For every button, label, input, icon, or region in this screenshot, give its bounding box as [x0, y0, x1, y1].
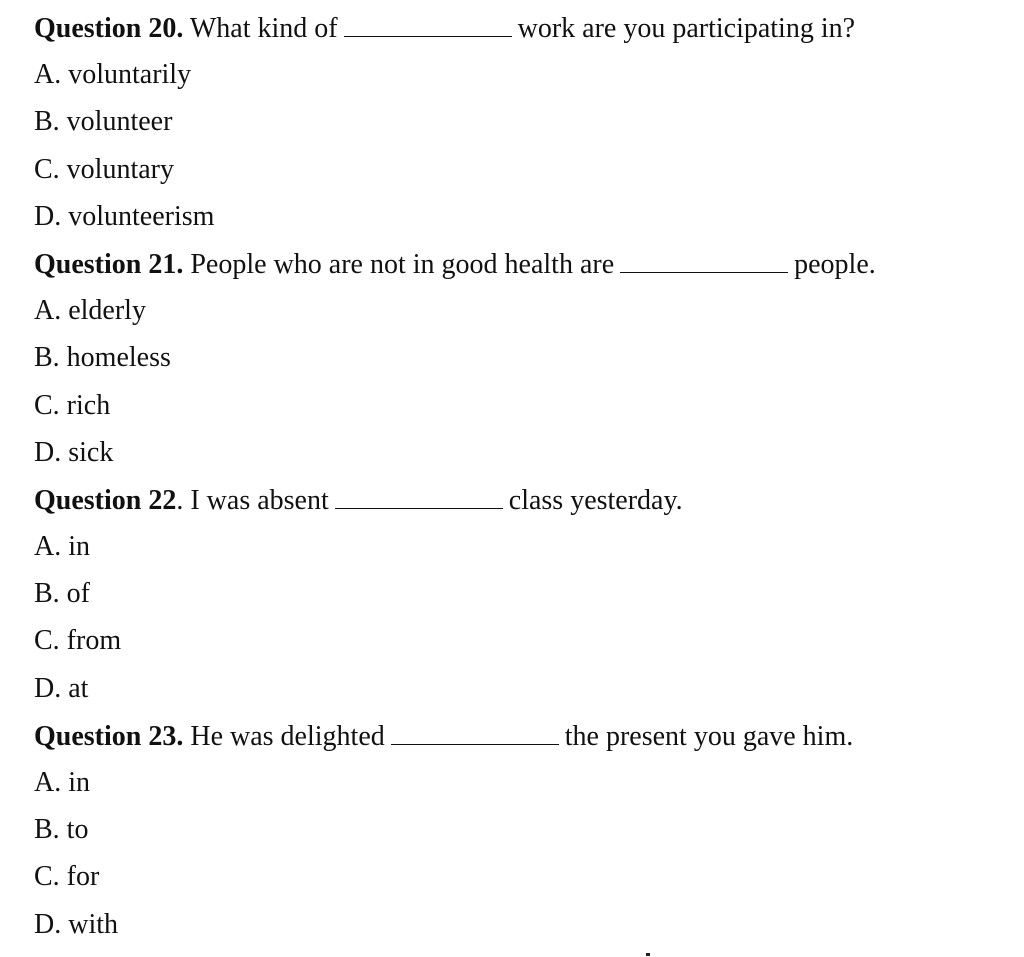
- question-23: [34, 716, 1004, 952]
- option-b: B. of: [34, 578, 90, 610]
- stem-text-before: I was absent: [190, 484, 329, 516]
- page-edge-mark: [646, 953, 650, 956]
- stem-text-before: What kind of: [189, 13, 338, 44]
- question-stem: [34, 8, 1004, 55]
- stem-text-before: People who are not in good health are: [190, 248, 615, 280]
- option-c: C. rich: [34, 389, 111, 421]
- quiz-document: [34, 8, 1004, 952]
- answer-blank: [391, 716, 559, 745]
- option-a: A. voluntarily: [34, 59, 192, 91]
- question-21: [34, 244, 1004, 480]
- stem-text-after: people.: [794, 248, 876, 280]
- question-label: Question 22: [34, 484, 177, 516]
- question-label-suffix: .: [176, 484, 184, 516]
- question-20: [34, 8, 1004, 244]
- answer-blank: [620, 244, 788, 273]
- question-22: [34, 480, 1004, 716]
- question-stem: [34, 480, 1004, 527]
- stem-text-before: He was delighted: [190, 720, 385, 752]
- option-d: D. with: [34, 908, 118, 940]
- option-c: C. from: [34, 625, 122, 657]
- question-stem: [34, 244, 1004, 291]
- stem-text-after: class yesterday.: [508, 484, 683, 516]
- stem-text-after: work are you participating in?: [517, 13, 856, 44]
- answer-blank: [344, 8, 512, 37]
- question-stem: [34, 716, 1004, 763]
- option-b: B. volunteer: [34, 106, 173, 138]
- answer-blank: [335, 480, 503, 509]
- option-d: D. at: [34, 672, 89, 704]
- option-c: C. voluntary: [34, 153, 174, 185]
- question-label: Question 23.: [34, 720, 184, 752]
- option-a: A. in: [34, 531, 90, 563]
- option-b: B. homeless: [34, 342, 171, 374]
- option-d: D. volunteerism: [34, 200, 215, 232]
- option-a: A. elderly: [34, 295, 146, 327]
- question-label: Question 20.: [34, 13, 184, 44]
- question-label: Question 21.: [34, 248, 184, 280]
- stem-text-after: the present you gave him.: [564, 720, 854, 752]
- option-a: A. in: [34, 767, 90, 798]
- option-d: D. sick: [34, 436, 114, 468]
- option-c: C. for: [34, 861, 100, 893]
- option-b: B. to: [34, 814, 89, 846]
